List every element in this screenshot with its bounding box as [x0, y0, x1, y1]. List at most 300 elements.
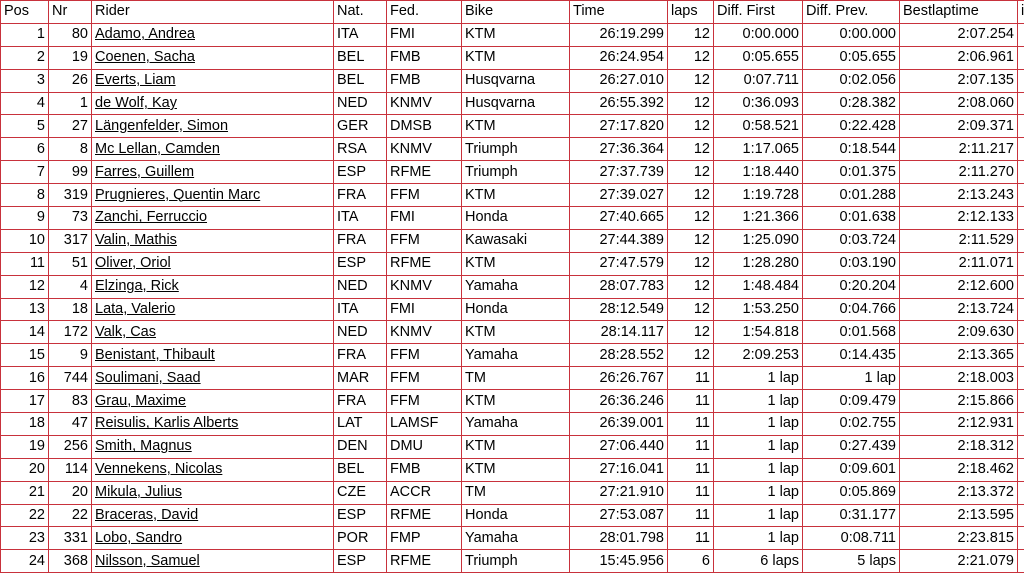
cell-bestlaptime: 2:18.462	[900, 458, 1018, 481]
cell-bike: Triumph	[462, 550, 570, 573]
header-rider: Rider	[92, 1, 334, 24]
table-row	[1, 229, 1024, 252]
cell-pos: 21	[1, 481, 49, 504]
header-nat: Nat.	[334, 1, 387, 24]
cell-pos: 17	[1, 390, 49, 413]
cell-time: 27:53.087	[570, 504, 668, 527]
cell-laps: 11	[668, 458, 714, 481]
cell-rider	[92, 367, 334, 390]
cell-extra	[1018, 367, 1024, 390]
cell-diff-prev: 0:03.724	[803, 229, 900, 252]
cell-laps: 11	[668, 504, 714, 527]
cell-nat: NED	[334, 321, 387, 344]
cell-extra	[1018, 229, 1024, 252]
rider-link[interactable]: Valin, Mathis	[95, 232, 177, 248]
cell-fed: FMB	[387, 69, 462, 92]
cell-diff-prev: 0:22.428	[803, 115, 900, 138]
cell-time: 26:55.392	[570, 92, 668, 115]
cell-fed: KNMV	[387, 275, 462, 298]
cell-extra	[1018, 321, 1024, 344]
rider-link[interactable]: Längenfelder, Simon	[95, 118, 228, 134]
cell-bike: KTM	[462, 23, 570, 46]
header-extra: i	[1018, 1, 1024, 24]
cell-nr: 4	[49, 275, 92, 298]
cell-nat: FRA	[334, 229, 387, 252]
cell-fed: LAMSF	[387, 413, 462, 436]
cell-rider	[92, 161, 334, 184]
cell-rider	[92, 229, 334, 252]
table-row	[1, 207, 1024, 230]
cell-extra	[1018, 344, 1024, 367]
cell-pos: 16	[1, 367, 49, 390]
cell-nr: 80	[49, 23, 92, 46]
cell-laps: 12	[668, 184, 714, 207]
cell-diff-first: 1 lap	[714, 367, 803, 390]
rider-link[interactable]: Elzinga, Rick	[95, 278, 179, 294]
cell-extra	[1018, 435, 1024, 458]
cell-rider	[92, 138, 334, 161]
cell-laps: 11	[668, 367, 714, 390]
cell-bestlaptime: 2:13.365	[900, 344, 1018, 367]
cell-diff-first: 1:54.818	[714, 321, 803, 344]
cell-rider	[92, 435, 334, 458]
rider-link[interactable]: Lata, Valerio	[95, 301, 175, 317]
cell-rider	[92, 275, 334, 298]
cell-nat: DEN	[334, 435, 387, 458]
rider-link[interactable]: Mc Lellan, Camden	[95, 141, 220, 157]
cell-pos: 15	[1, 344, 49, 367]
cell-time: 27:16.041	[570, 458, 668, 481]
cell-fed: DMSB	[387, 115, 462, 138]
cell-pos: 2	[1, 46, 49, 69]
cell-bike: KTM	[462, 435, 570, 458]
cell-diff-prev: 0:08.711	[803, 527, 900, 550]
cell-fed: KNMV	[387, 92, 462, 115]
cell-time: 26:26.767	[570, 367, 668, 390]
cell-extra	[1018, 504, 1024, 527]
cell-fed: FMB	[387, 458, 462, 481]
cell-laps: 11	[668, 390, 714, 413]
cell-diff-first: 0:58.521	[714, 115, 803, 138]
cell-fed: RFME	[387, 161, 462, 184]
header-bike: Bike	[462, 1, 570, 24]
cell-bike: Kawasaki	[462, 229, 570, 252]
rider-link[interactable]: Reisulis, Karlis Alberts	[95, 415, 238, 431]
cell-diff-first: 1 lap	[714, 435, 803, 458]
cell-time: 27:37.739	[570, 161, 668, 184]
cell-time: 26:19.299	[570, 23, 668, 46]
rider-link[interactable]: Grau, Maxime	[95, 393, 186, 409]
cell-diff-first: 0:36.093	[714, 92, 803, 115]
cell-diff-first: 1:17.065	[714, 138, 803, 161]
cell-pos: 14	[1, 321, 49, 344]
cell-extra	[1018, 481, 1024, 504]
cell-bestlaptime: 2:18.003	[900, 367, 1018, 390]
cell-fed: FFM	[387, 229, 462, 252]
cell-nr: 744	[49, 367, 92, 390]
cell-laps: 12	[668, 161, 714, 184]
cell-diff-prev: 0:14.435	[803, 344, 900, 367]
rider-link[interactable]: Lobo, Sandro	[95, 530, 182, 546]
rider-link[interactable]: de Wolf, Kay	[95, 95, 177, 111]
table-row	[1, 252, 1024, 275]
cell-time: 26:24.954	[570, 46, 668, 69]
cell-nr: 73	[49, 207, 92, 230]
cell-nat: FRA	[334, 184, 387, 207]
cell-rider	[92, 69, 334, 92]
cell-bike: Yamaha	[462, 413, 570, 436]
table-row	[1, 527, 1024, 550]
cell-nat: NED	[334, 92, 387, 115]
cell-diff-prev: 0:02.056	[803, 69, 900, 92]
cell-fed: KNMV	[387, 138, 462, 161]
cell-fed: KNMV	[387, 321, 462, 344]
cell-bestlaptime: 2:11.270	[900, 161, 1018, 184]
cell-diff-prev: 0:02.755	[803, 413, 900, 436]
table-row	[1, 184, 1024, 207]
cell-diff-prev: 0:27.439	[803, 435, 900, 458]
cell-bike: KTM	[462, 321, 570, 344]
cell-nr: 51	[49, 252, 92, 275]
cell-nr: 1	[49, 92, 92, 115]
cell-nr: 8	[49, 138, 92, 161]
cell-extra	[1018, 527, 1024, 550]
rider-link[interactable]: Everts, Liam	[95, 72, 176, 88]
header-diff-prev: Diff. Prev.	[803, 1, 900, 24]
rider-link[interactable]: Mikula, Julius	[95, 484, 182, 500]
cell-fed: ACCR	[387, 481, 462, 504]
cell-bestlaptime: 2:11.071	[900, 252, 1018, 275]
cell-diff-prev: 0:01.288	[803, 184, 900, 207]
cell-extra	[1018, 550, 1024, 573]
cell-diff-first: 1:18.440	[714, 161, 803, 184]
header-laps: laps	[668, 1, 714, 24]
cell-laps: 12	[668, 207, 714, 230]
cell-nr: 114	[49, 458, 92, 481]
cell-fed: RFME	[387, 550, 462, 573]
cell-bestlaptime: 2:07.135	[900, 69, 1018, 92]
table-row	[1, 481, 1024, 504]
cell-diff-prev: 0:18.544	[803, 138, 900, 161]
rider-link[interactable]: Vennekens, Nicolas	[95, 461, 222, 477]
cell-nr: 83	[49, 390, 92, 413]
cell-rider	[92, 252, 334, 275]
cell-laps: 12	[668, 298, 714, 321]
cell-rider	[92, 504, 334, 527]
cell-extra	[1018, 275, 1024, 298]
cell-bestlaptime: 2:08.060	[900, 92, 1018, 115]
cell-extra	[1018, 138, 1024, 161]
header-pos: Pos	[1, 1, 49, 24]
cell-nr: 20	[49, 481, 92, 504]
cell-nat: ESP	[334, 161, 387, 184]
header-nr: Nr	[49, 1, 92, 24]
cell-nr: 19	[49, 46, 92, 69]
cell-bestlaptime: 2:06.961	[900, 46, 1018, 69]
cell-diff-first: 0:05.655	[714, 46, 803, 69]
cell-pos: 1	[1, 23, 49, 46]
cell-bestlaptime: 2:13.243	[900, 184, 1018, 207]
cell-time: 27:36.364	[570, 138, 668, 161]
cell-bestlaptime: 2:13.372	[900, 481, 1018, 504]
cell-nr: 331	[49, 527, 92, 550]
cell-bike: Yamaha	[462, 344, 570, 367]
table-row	[1, 458, 1024, 481]
cell-bike: Husqvarna	[462, 92, 570, 115]
cell-bike: KTM	[462, 115, 570, 138]
cell-diff-prev: 5 laps	[803, 550, 900, 573]
cell-laps: 12	[668, 46, 714, 69]
cell-time: 27:40.665	[570, 207, 668, 230]
rider-link[interactable]: Zanchi, Ferruccio	[95, 209, 207, 225]
cell-rider	[92, 344, 334, 367]
cell-nat: ESP	[334, 504, 387, 527]
cell-laps: 12	[668, 92, 714, 115]
cell-diff-first: 1:28.280	[714, 252, 803, 275]
cell-time: 26:39.001	[570, 413, 668, 436]
cell-pos: 19	[1, 435, 49, 458]
cell-diff-prev: 0:05.869	[803, 481, 900, 504]
cell-time: 27:21.910	[570, 481, 668, 504]
cell-pos: 24	[1, 550, 49, 573]
cell-diff-first: 1:25.090	[714, 229, 803, 252]
cell-nr: 26	[49, 69, 92, 92]
cell-extra	[1018, 46, 1024, 69]
cell-rider	[92, 92, 334, 115]
cell-time: 28:12.549	[570, 298, 668, 321]
cell-nat: ITA	[334, 23, 387, 46]
rider-link[interactable]: Braceras, David	[95, 507, 198, 523]
cell-laps: 6	[668, 550, 714, 573]
cell-laps: 11	[668, 435, 714, 458]
cell-diff-first: 1 lap	[714, 390, 803, 413]
cell-nr: 22	[49, 504, 92, 527]
rider-link[interactable]: Oliver, Oriol	[95, 255, 171, 271]
cell-time: 15:45.956	[570, 550, 668, 573]
cell-bike: Honda	[462, 298, 570, 321]
cell-nr: 18	[49, 298, 92, 321]
cell-bestlaptime: 2:21.079	[900, 550, 1018, 573]
header-bestlaptime: Bestlaptime	[900, 1, 1018, 24]
cell-rider	[92, 550, 334, 573]
cell-diff-first: 1 lap	[714, 504, 803, 527]
cell-diff-prev: 0:09.601	[803, 458, 900, 481]
cell-bestlaptime: 2:12.600	[900, 275, 1018, 298]
cell-diff-first: 0:07.711	[714, 69, 803, 92]
cell-bike: TM	[462, 367, 570, 390]
table-row	[1, 321, 1024, 344]
cell-diff-first: 1 lap	[714, 527, 803, 550]
cell-time: 26:27.010	[570, 69, 668, 92]
cell-laps: 12	[668, 321, 714, 344]
cell-bestlaptime: 2:09.630	[900, 321, 1018, 344]
cell-nr: 317	[49, 229, 92, 252]
cell-fed: FMI	[387, 23, 462, 46]
cell-laps: 12	[668, 69, 714, 92]
cell-nat: NED	[334, 275, 387, 298]
cell-nat: ITA	[334, 207, 387, 230]
rider-link[interactable]: Valk, Cas	[95, 324, 156, 340]
cell-fed: FMI	[387, 298, 462, 321]
rider-link[interactable]: Soulimani, Saad	[95, 370, 201, 386]
cell-time: 26:36.246	[570, 390, 668, 413]
cell-rider	[92, 390, 334, 413]
cell-pos: 7	[1, 161, 49, 184]
cell-extra	[1018, 115, 1024, 138]
cell-diff-prev: 0:01.638	[803, 207, 900, 230]
cell-bike: KTM	[462, 458, 570, 481]
header-diff-first: Diff. First	[714, 1, 803, 24]
rider-link[interactable]: Coenen, Sacha	[95, 49, 195, 65]
cell-pos: 4	[1, 92, 49, 115]
cell-rider	[92, 298, 334, 321]
cell-nat: FRA	[334, 344, 387, 367]
cell-bestlaptime: 2:13.724	[900, 298, 1018, 321]
cell-bestlaptime: 2:18.312	[900, 435, 1018, 458]
table-row	[1, 344, 1024, 367]
cell-extra	[1018, 458, 1024, 481]
cell-pos: 22	[1, 504, 49, 527]
cell-bike: KTM	[462, 252, 570, 275]
cell-bestlaptime: 2:12.133	[900, 207, 1018, 230]
cell-pos: 8	[1, 184, 49, 207]
cell-diff-prev: 0:05.655	[803, 46, 900, 69]
rider-link[interactable]: Smith, Magnus	[95, 438, 192, 454]
table-row	[1, 550, 1024, 573]
cell-bike: Husqvarna	[462, 69, 570, 92]
cell-bike: KTM	[462, 390, 570, 413]
cell-rider	[92, 184, 334, 207]
cell-diff-first: 1:53.250	[714, 298, 803, 321]
cell-pos: 20	[1, 458, 49, 481]
cell-time: 27:39.027	[570, 184, 668, 207]
cell-nat: ESP	[334, 252, 387, 275]
cell-extra	[1018, 69, 1024, 92]
cell-fed: FMI	[387, 207, 462, 230]
cell-time: 28:01.798	[570, 527, 668, 550]
cell-rider	[92, 23, 334, 46]
cell-nat: ITA	[334, 298, 387, 321]
cell-extra	[1018, 184, 1024, 207]
cell-rider	[92, 321, 334, 344]
cell-bike: TM	[462, 481, 570, 504]
cell-bestlaptime: 2:15.866	[900, 390, 1018, 413]
cell-fed: FFM	[387, 390, 462, 413]
cell-time: 27:06.440	[570, 435, 668, 458]
cell-nat: BEL	[334, 69, 387, 92]
cell-diff-first: 1:21.366	[714, 207, 803, 230]
table-row	[1, 413, 1024, 436]
cell-nr: 47	[49, 413, 92, 436]
rider-link[interactable]: Farres, Guillem	[95, 164, 194, 180]
header-time: Time	[570, 1, 668, 24]
table-row	[1, 435, 1024, 458]
cell-extra	[1018, 161, 1024, 184]
cell-nat: BEL	[334, 458, 387, 481]
cell-nr: 368	[49, 550, 92, 573]
cell-bike: Honda	[462, 504, 570, 527]
cell-diff-prev: 0:31.177	[803, 504, 900, 527]
results-body	[1, 23, 1024, 572]
cell-extra	[1018, 298, 1024, 321]
cell-time: 28:14.117	[570, 321, 668, 344]
cell-pos: 3	[1, 69, 49, 92]
cell-rider	[92, 413, 334, 436]
cell-bestlaptime: 2:11.217	[900, 138, 1018, 161]
cell-extra	[1018, 252, 1024, 275]
cell-bike: Triumph	[462, 138, 570, 161]
table-row	[1, 504, 1024, 527]
cell-fed: RFME	[387, 252, 462, 275]
cell-nr: 256	[49, 435, 92, 458]
cell-time: 28:28.552	[570, 344, 668, 367]
cell-pos: 13	[1, 298, 49, 321]
cell-diff-first: 1 lap	[714, 458, 803, 481]
cell-rider	[92, 527, 334, 550]
rider-link[interactable]: Prugnieres, Quentin Marc	[95, 187, 260, 203]
cell-laps: 12	[668, 252, 714, 275]
cell-fed: FFM	[387, 367, 462, 390]
cell-nat: POR	[334, 527, 387, 550]
table-row	[1, 23, 1024, 46]
table-row	[1, 92, 1024, 115]
cell-bestlaptime: 2:23.815	[900, 527, 1018, 550]
cell-nat: GER	[334, 115, 387, 138]
cell-extra	[1018, 92, 1024, 115]
cell-diff-first: 2:09.253	[714, 344, 803, 367]
cell-laps: 12	[668, 138, 714, 161]
cell-nr: 319	[49, 184, 92, 207]
cell-bestlaptime: 2:11.529	[900, 229, 1018, 252]
cell-pos: 11	[1, 252, 49, 275]
rider-link[interactable]: Adamo, Andrea	[95, 26, 195, 42]
cell-nat: BEL	[334, 46, 387, 69]
cell-extra	[1018, 207, 1024, 230]
cell-nat: FRA	[334, 390, 387, 413]
cell-nat: LAT	[334, 413, 387, 436]
cell-bestlaptime: 2:12.931	[900, 413, 1018, 436]
cell-fed: FFM	[387, 344, 462, 367]
cell-time: 27:17.820	[570, 115, 668, 138]
rider-link[interactable]: Benistant, Thibault	[95, 347, 215, 363]
cell-diff-first: 1 lap	[714, 481, 803, 504]
cell-laps: 11	[668, 413, 714, 436]
cell-pos: 23	[1, 527, 49, 550]
cell-diff-first: 0:00.000	[714, 23, 803, 46]
cell-laps: 11	[668, 481, 714, 504]
cell-bike: KTM	[462, 46, 570, 69]
cell-laps: 12	[668, 23, 714, 46]
cell-bestlaptime: 2:13.595	[900, 504, 1018, 527]
table-row	[1, 138, 1024, 161]
rider-link[interactable]: Nilsson, Samuel	[95, 553, 200, 569]
cell-diff-first: 1:19.728	[714, 184, 803, 207]
cell-diff-prev: 0:28.382	[803, 92, 900, 115]
cell-laps: 12	[668, 275, 714, 298]
cell-bestlaptime: 2:07.254	[900, 23, 1018, 46]
cell-bestlaptime: 2:09.371	[900, 115, 1018, 138]
table-row	[1, 69, 1024, 92]
cell-nr: 9	[49, 344, 92, 367]
cell-nr: 172	[49, 321, 92, 344]
cell-pos: 12	[1, 275, 49, 298]
cell-rider	[92, 46, 334, 69]
header-row	[1, 1, 1024, 24]
cell-bike: Triumph	[462, 161, 570, 184]
cell-diff-prev: 0:03.190	[803, 252, 900, 275]
cell-time: 27:44.389	[570, 229, 668, 252]
table-row	[1, 367, 1024, 390]
